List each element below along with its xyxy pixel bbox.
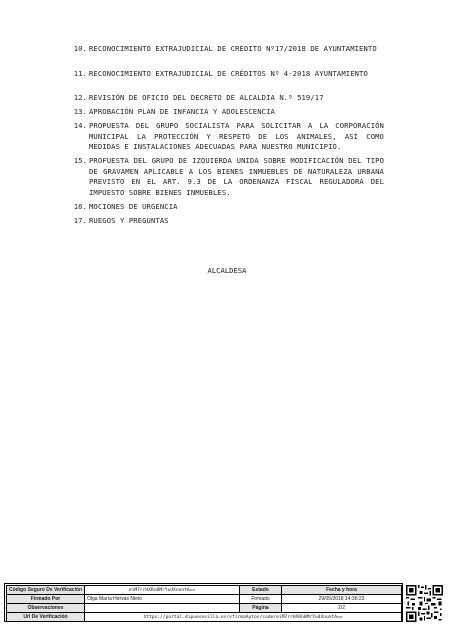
- agenda-item: [68, 69, 384, 80]
- agenda-item-text: RUEGOS Y PREGUNTAS: [89, 215, 169, 225]
- agenda-item: [68, 156, 384, 198]
- agenda-item-text: APROBACIÓN PLAN DE INFANCIA Y ADOLESCENCIA: [89, 107, 275, 116]
- agenda-item: [68, 121, 384, 153]
- estado-label: Estado: [240, 586, 282, 595]
- agenda-item-number: 16.: [73, 201, 87, 211]
- url-label: Url De Verificación: [7, 613, 85, 622]
- table-row: [7, 604, 402, 613]
- agenda-item: [68, 44, 384, 55]
- codigo-value: eiM7rrHXRn0MrYudXnuntA==: [85, 586, 240, 595]
- agenda-item: [68, 93, 384, 104]
- agenda-item-text: MOCIONES DE URGENCIA: [89, 201, 178, 211]
- agenda-item-text: PROPUESTA DEL GRUPO SOCIALISTA PARA SOLICITAR A LA CORPORACIÓN MUNICIPAL LA PROTECCIÓN Y RESPETO DE LOS ANIMALES, ASÍ COMO MEDIDAS E INSTALACIONES ADECUADAS PARA NUESTRO MUNICIPIO.: [89, 121, 384, 151]
- agenda-item-number: 12.: [73, 93, 87, 102]
- agenda-item: [68, 216, 384, 227]
- pagina-label: Página: [240, 604, 282, 613]
- agenda-item-number: 10.: [73, 44, 87, 53]
- pagina-value: 2/2: [282, 604, 402, 613]
- fecha-label: Fecha y hora: [282, 586, 402, 595]
- table-row: [7, 595, 402, 604]
- qr-code-icon: [406, 585, 443, 622]
- verification-table: [6, 585, 402, 622]
- fecha-value: 29/05/2018 14:36:23: [282, 595, 402, 604]
- estado-value: Firmado: [240, 595, 282, 604]
- agenda-item-text: PROFUESTA DEL GRUPO DE IZQUIERDA UNIDA SOBRE MODIFICACIÓN DEL TIPO DE GRAVAMEN APLICABLE A LOS BIENES INMUEBLES DE NATURALEZA URBANA PREVISTO EN EL ART. 9.3 DE LA ORDENANZA FISCAL REGULADORA DEL IMPUESTO SOBRE BIENES INMUEBLES.: [89, 156, 384, 197]
- agenda-item-text: REVISIÓN DE OFICIO DEL DECRETO DE ALCALDÍA N.º 519/17: [89, 93, 324, 102]
- firmado-por-label: Firmado Por: [7, 595, 85, 604]
- agenda-item-number: 14.: [73, 121, 87, 130]
- codigo-label: Código Seguro De Verificación: [7, 586, 85, 595]
- agenda-item-number: 15.: [73, 156, 87, 165]
- agenda-list: [68, 44, 384, 230]
- observaciones-label: Observaciones: [7, 604, 85, 613]
- table-row: [7, 613, 402, 622]
- observaciones-value: [85, 604, 240, 613]
- agenda-item-text: RECONOCIMIENTO EXTRAJUDICIAL DE CRÉDITOS Nº 4-2018 AYUNTAMIENTO: [89, 68, 368, 78]
- agenda-item-number: 11.: [73, 68, 87, 78]
- url-value[interactable]: https://portal.dipuesevilla.es/vfirmaAytos/code/eiM7rrHXRn0MrYudXnuntA==: [85, 613, 402, 622]
- agenda-item: [68, 107, 384, 118]
- signer-title: ALCALDESA: [207, 266, 247, 275]
- agenda-item-number: 17.: [73, 215, 87, 225]
- agenda-item: [68, 202, 384, 213]
- agenda-item-text: RECONOCIMIENTO EXTRAJUDICIAL DE CRÉDITO Nº17/2018 DE AYUNTAMIENTO: [89, 44, 377, 53]
- table-row: [7, 586, 402, 595]
- firmado-por-value: Olga María Hervás Nieto: [85, 595, 240, 604]
- agenda-item-number: 13.: [73, 107, 87, 116]
